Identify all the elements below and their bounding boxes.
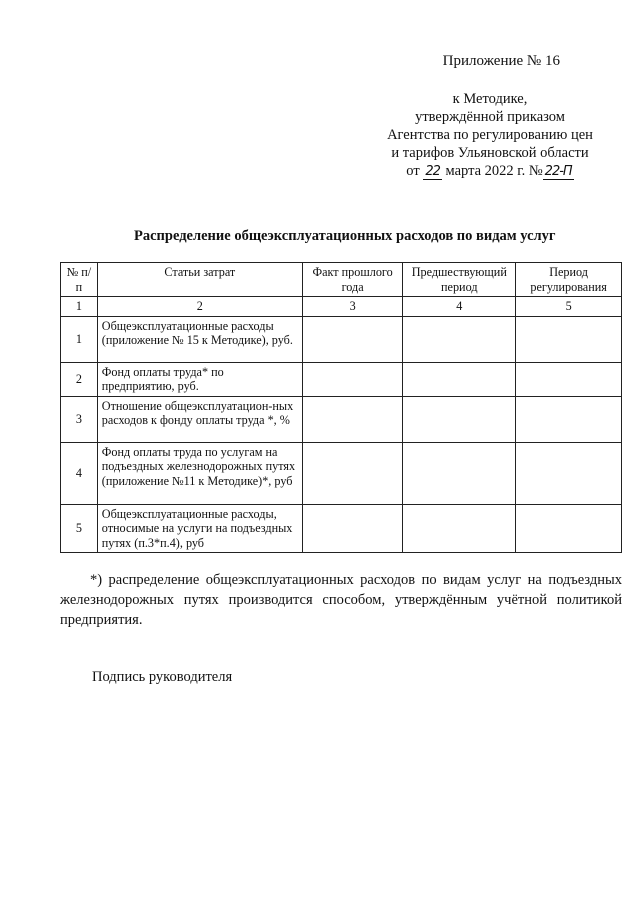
date-prefix: от [406, 163, 420, 179]
handwritten-order-number: 22-П [544, 164, 572, 179]
column-number: 2 [97, 297, 302, 317]
table-header-row [61, 263, 622, 297]
empty-cell [403, 316, 516, 362]
row-item: Общеэксплуатационные расходы (приложение № 15 к Методике), руб. [97, 316, 302, 362]
empty-cell [302, 442, 402, 504]
approval-line: и тарифов Ульяновской области [391, 145, 589, 161]
empty-cell [403, 362, 516, 396]
row-number: 2 [61, 362, 98, 396]
approval-line: к Методике, [452, 91, 528, 107]
row-item: Фонд оплаты труда по услугам на подъездных железнодорожных путях (приложение №11 к Методике)*, руб [97, 442, 302, 504]
approval-block [370, 90, 610, 181]
table-row [61, 362, 622, 396]
appendix-number: Приложение № 16 [442, 53, 560, 69]
column-number-row [61, 297, 622, 317]
empty-cell [516, 362, 622, 396]
row-number: 4 [61, 442, 98, 504]
empty-cell [403, 442, 516, 504]
header-cell: № п/п [61, 263, 98, 297]
header-cell: Факт прошлого года [302, 263, 402, 297]
row-number: 3 [61, 396, 98, 442]
order-date-line [370, 162, 610, 181]
document-title: Распределение общеэксплуатационных расходов по видам услуг [134, 228, 556, 244]
header-cell: Предшествующий период [403, 263, 516, 297]
row-item: Общеэксплуатационные расходы, относимые на услуги на подъездных путях (п.3*п.4), руб [97, 504, 302, 553]
table-row [61, 396, 622, 442]
empty-cell [403, 396, 516, 442]
row-item: Отношение общеэксплуатацион-ных расходов к фонду оплаты труда *, % [97, 396, 302, 442]
column-number: 4 [403, 297, 516, 317]
footnote: *) распределение общеэксплуатационных расходов по видам услуг на подъездных железнодорожных путях производится способом, утверждённым учётной политикой предприятия. [60, 572, 622, 628]
handwritten-day: 22 [425, 164, 440, 179]
header-cell: Период регулирования [516, 263, 622, 297]
empty-cell [302, 396, 402, 442]
date-rest: марта 2022 г. № [445, 163, 543, 179]
row-number: 1 [61, 316, 98, 362]
approval-line: утверждённой приказом [415, 109, 565, 125]
signature-label: Подпись руководителя [92, 669, 233, 685]
empty-cell [302, 316, 402, 362]
empty-cell [302, 362, 402, 396]
table-row [61, 442, 622, 504]
table-row [61, 316, 622, 362]
header-cell: Статьи затрат [97, 263, 302, 297]
empty-cell [302, 504, 402, 553]
empty-cell [516, 316, 622, 362]
cost-distribution-table [60, 262, 622, 553]
column-number: 5 [516, 297, 622, 317]
empty-cell [516, 442, 622, 504]
empty-cell [516, 396, 622, 442]
empty-cell [403, 504, 516, 553]
row-number: 5 [61, 504, 98, 553]
column-number: 3 [302, 297, 402, 317]
approval-line: Агентства по регулированию цен [387, 127, 593, 143]
table-row [61, 504, 622, 553]
empty-cell [516, 504, 622, 553]
row-item: Фонд оплаты труда* по предприятию, руб. [97, 362, 302, 396]
column-number: 1 [61, 297, 98, 317]
